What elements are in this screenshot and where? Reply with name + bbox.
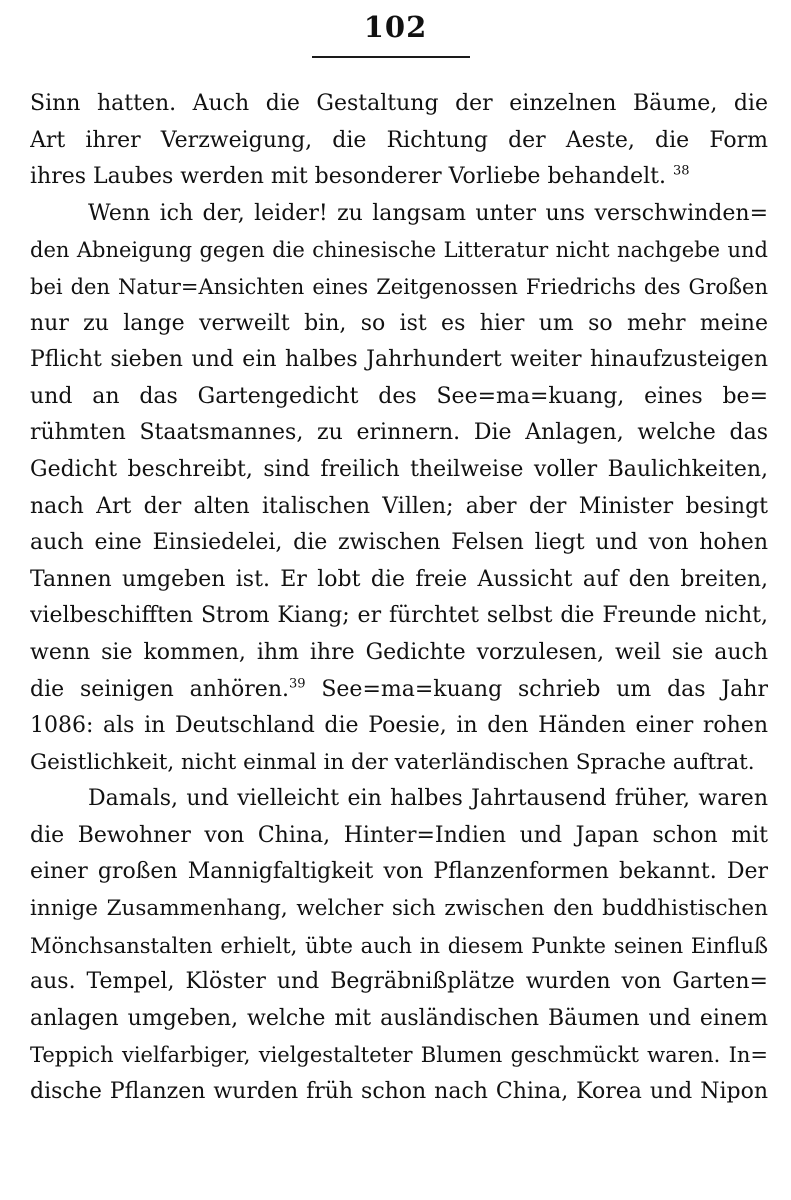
text-line: Damals, und vielleicht ein halbes Jahrtausend früher, waren xyxy=(88,786,768,812)
header-rule xyxy=(312,56,470,58)
text-line: Teppich vielfarbiger, vielgestalteter Blumen geschmückt waren. In= xyxy=(30,1043,768,1068)
text-line: einer großen Mannigfaltigkeit von Pflanzenformen bekannt. Der xyxy=(30,859,768,885)
text-line: anlagen umgeben, welche mit ausländischen Bäumen und einem xyxy=(30,1005,768,1031)
page-number: 102 xyxy=(363,10,428,44)
text-line: 1086: als in Deutschland die Poesie, in den Händen einer rohen xyxy=(30,713,768,739)
text-line: die Bewohner von China, Hinter=Indien und Japan schon mit xyxy=(30,822,768,848)
text-line: auch eine Einsiedelei, die zwischen Felsen liegt und von hohen xyxy=(30,530,768,556)
text-line: Pflicht sieben und ein halbes Jahrhundert weiter hinaufzusteigen xyxy=(30,347,768,373)
text-line: Mönchsanstalten erhielt, übte auch in diesem Punkte seinen Einfluß xyxy=(30,933,768,958)
text-line: ihres Laubes werden mit besonderer Vorliebe behandelt. $^{38}$ xyxy=(30,163,690,190)
text-line: und an das Gartengedicht des See=ma=kuang, eines be= xyxy=(30,383,768,409)
text-line: rühmten Staatsmannes, zu erinnern. Die Anlagen, welche das xyxy=(30,420,768,446)
text-line: wenn sie kommen, ihm ihre Gedichte vorzulesen, weil sie auch xyxy=(30,639,768,665)
text-line: die seinigen anhören.$^{39}$ See=ma=kuang schrieb um das Jahr xyxy=(30,676,768,702)
text-line: den Abneigung gegen die chinesische Litteratur nicht nachgebe und xyxy=(30,238,768,263)
footnote-marker: 39 xyxy=(288,676,306,692)
text-line: Sinn hatten. Auch die Gestaltung der einzelnen Bäume, die xyxy=(30,91,768,116)
text-line: Art ihrer Verzweigung, die Richtung der Aeste, die Form xyxy=(30,127,768,153)
text-line: nach Art der alten italischen Villen; aber der Minister besingt xyxy=(30,493,768,519)
text-line: aus. Tempel, Klöster und Begräbnißplätze wurden von Garten= xyxy=(30,969,768,995)
text-line: Wenn ich der, leider! zu langsam unter uns verschwinden= xyxy=(88,200,768,226)
footnote-marker: 38 xyxy=(672,163,690,179)
text-line: bei den Natur=Ansichten eines Zeitgenossen Friedrichs des Großen xyxy=(30,274,768,299)
text-line: dische Pflanzen wurden früh schon nach China, Korea und Nipon xyxy=(30,1079,768,1105)
text-line: vielbeschifften Strom Kiang; er fürchtet selbst die Freunde nicht, xyxy=(30,603,768,629)
text-line: Geistlichkeit, nicht einmal in der vaterländischen Sprache auftrat. xyxy=(30,749,755,775)
text-line: Gedicht beschreibt, sind freilich theilweise voller Baulichkeiten, xyxy=(30,456,768,482)
text-line: nur zu lange verweilt bin, so ist es hier um so mehr meine xyxy=(30,310,768,336)
text-line: innige Zusammenhang, welcher sich zwischen den buddhistischen xyxy=(30,896,768,922)
text-line: Tannen umgeben ist. Er lobt die freie Aussicht auf den breiten, xyxy=(30,566,768,592)
body-text xyxy=(30,86,768,1111)
